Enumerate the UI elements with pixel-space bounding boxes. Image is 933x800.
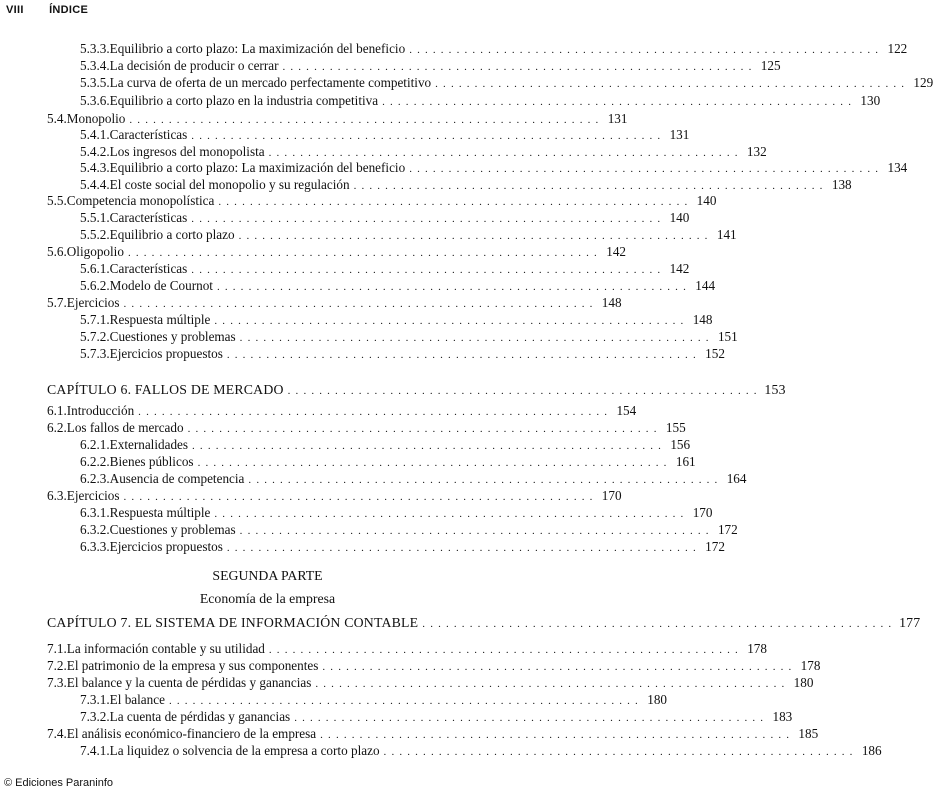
toc-entry-page: 144: [695, 278, 716, 293]
toc-entry-title: CAPÍTULO 6. FALLOS DE MERCADO: [47, 382, 284, 397]
copyright-footer: © Ediciones Paraninfo: [4, 777, 114, 789]
toc-entry: [80, 93, 881, 109]
toc-entry-title: Competencia monopolística: [66, 193, 215, 208]
toc-entry: [47, 641, 767, 657]
dot-leader: . . . . . . . . . . . . . . . . . . . . . . . . . . . . . . . . . . . . . . . . . . . . . . . . . . . . . . . . . . . .: [268, 147, 739, 159]
toc-entry: [47, 403, 637, 419]
toc-entry: [80, 227, 737, 243]
dot-leader: . . . . . . . . . . . . . . . . . . . . . . . . . . . . . . . . . . . . . . . . . . . . . . . . . . . . . . . . . . . .: [168, 695, 640, 707]
dot-leader: . . . . . . . . . . . . . . . . . . . . . . . . . . . . . . . . . . . . . . . . . . . . . . . . . . . . . . . . . . . .: [129, 114, 600, 126]
toc-entry-title: CAPÍTULO 7. EL SISTEMA DE INFORMACIÓN CONTABLE: [47, 615, 419, 630]
toc-entry-page: 177: [899, 615, 921, 630]
toc-entry-title: El coste social del monopolio y su regulación: [109, 177, 350, 192]
toc-entry-number: 6.2.: [47, 420, 67, 435]
toc-entry-title: La información contable y su utilidad: [66, 641, 265, 656]
toc-entry-title: Bienes públicos: [109, 454, 194, 469]
toc-entry-page: 185: [798, 726, 819, 741]
toc-entry: [80, 278, 716, 294]
toc-entry: [47, 193, 717, 209]
toc-entry-number: 5.7.: [47, 295, 67, 310]
dot-leader: . . . . . . . . . . . . . . . . . . . . . . . . . . . . . . . . . . . . . . . . . . . . . . . . . . . . . . . . . . . .: [238, 230, 709, 242]
dot-leader: . . . . . . . . . . . . . . . . . . . . . . . . . . . . . . . . . . . . . . . . . . . . . . . . . . . . . . . . . . . .: [320, 729, 791, 741]
toc-entry-page: 170: [601, 488, 622, 503]
toc-entry: [80, 210, 690, 226]
toc-entry-title: Respuesta múltiple: [109, 505, 211, 520]
toc-entry-page: 131: [669, 127, 690, 142]
toc-entry-number: 5.4.1.: [80, 127, 110, 142]
toc-entry-page: 156: [670, 437, 691, 452]
toc-entry-page: 125: [760, 58, 781, 73]
dot-leader: . . . . . . . . . . . . . . . . . . . . . . . . . . . . . . . . . . . . . . . . . . . . . . . . . . . . . . . . . . . .: [409, 44, 880, 56]
toc-entry: [80, 539, 725, 555]
toc-entry-title: Cuestiones y problemas: [109, 329, 236, 344]
toc-entry-title: Características: [109, 210, 188, 225]
dot-leader: . . . . . . . . . . . . . . . . . . . . . . . . . . . . . . . . . . . . . . . . . . . . . . . . . . . . . . . . . . . .: [216, 281, 688, 293]
dot-leader: . . . . . . . . . . . . . . . . . . . . . . . . . . . . . . . . . . . . . . . . . . . . . . . . . . . . . . . . . . . .: [192, 440, 663, 452]
toc-entry-number: 5.3.5.: [80, 75, 110, 90]
toc-entry-number: 7.4.: [47, 726, 67, 741]
toc-entry-page: 154: [616, 403, 637, 418]
toc-entry: [80, 58, 781, 74]
toc-chapter: [47, 382, 786, 398]
toc-entry-page: 148: [692, 312, 713, 327]
toc-entry-number: 5.3.4.: [80, 58, 110, 73]
toc-entry-page: 172: [717, 522, 738, 537]
toc-chapter: [47, 615, 921, 631]
header-title: ÍNDICE: [49, 4, 89, 16]
toc-entry: [80, 692, 668, 708]
toc-entry: [80, 522, 738, 538]
toc-entry-page: 130: [860, 93, 881, 108]
toc-entry-title: Ejercicios propuestos: [109, 539, 223, 554]
toc-entry-title: La decisión de producir o cerrar: [109, 58, 279, 73]
toc-entry-page: 161: [675, 454, 696, 469]
toc-entry-title: Ejercicios: [66, 488, 120, 503]
toc-entry: [80, 75, 933, 91]
toc-entry-title: Cuestiones y problemas: [109, 522, 236, 537]
dot-leader: . . . . . . . . . . . . . . . . . . . . . . . . . . . . . . . . . . . . . . . . . . . . . . . . . . . . . . . . . . . .: [191, 213, 662, 225]
toc-entry-number: 6.3.: [47, 488, 67, 503]
toc-entry-number: 7.2.: [47, 658, 67, 673]
toc-entry: [47, 726, 819, 742]
toc-entry-page: 180: [647, 692, 668, 707]
toc-entry-title: Equilibrio a corto plazo: La maximización del beneficio: [109, 41, 406, 56]
toc-entry-title: Ejercicios propuestos: [109, 346, 223, 361]
toc-entry: [80, 177, 852, 193]
dot-leader: . . . . . . . . . . . . . . . . . . . . . . . . . . . . . . . . . . . . . . . . . . . . . . . . . . . . . . . . . . . .: [123, 491, 594, 503]
toc-entry-number: 5.6.: [47, 244, 67, 259]
toc-entry-number: 7.3.2.: [80, 709, 110, 724]
toc-entry-title: Equilibrio a corto plazo en la industria competitiva: [109, 93, 379, 108]
toc-entry-number: 6.3.2.: [80, 522, 110, 537]
dot-leader: . . . . . . . . . . . . . . . . . . . . . . . . . . . . . . . . . . . . . . . . . . . . . . . . . . . . . . . . . . . .: [322, 661, 793, 673]
dot-leader: . . . . . . . . . . . . . . . . . . . . . . . . . . . . . . . . . . . . . . . . . . . . . . . . . . . . . . . . . . . .: [435, 78, 906, 90]
dot-leader: . . . . . . . . . . . . . . . . . . . . . . . . . . . . . . . . . . . . . . . . . . . . . . . . . . . . . . . . . . . .: [268, 644, 739, 656]
toc-entry: [47, 111, 628, 127]
dot-leader: . . . . . . . . . . . . . . . . . . . . . . . . . . . . . . . . . . . . . . . . . . . . . . . . . . . . . . . . . . . .: [214, 315, 685, 327]
toc-entry-number: 5.6.2.: [80, 278, 110, 293]
toc-entry-number: 5.7.1.: [80, 312, 110, 327]
toc-entry-number: 5.5.: [47, 193, 67, 208]
toc-entry: [80, 329, 738, 345]
dot-leader: . . . . . . . . . . . . . . . . . . . . . . . . . . . . . . . . . . . . . . . . . . . . . . . . . . . . . . . . . . . .: [294, 712, 765, 724]
toc-entry-title: Introducción: [66, 403, 135, 418]
toc-entry-page: 142: [669, 261, 690, 276]
toc-entry-number: 6.2.3.: [80, 471, 110, 486]
toc-entry-title: Características: [109, 261, 188, 276]
toc-entry-page: 164: [726, 471, 747, 486]
dot-leader: . . . . . . . . . . . . . . . . . . . . . . . . . . . . . . . . . . . . . . . . . . . . . . . . . . . . . . . . . . . .: [382, 96, 853, 108]
header-page-number: VIII: [6, 4, 24, 16]
toc-entry-number: 5.3.6.: [80, 93, 110, 108]
part-heading: SEGUNDA PARTE: [212, 568, 323, 583]
dot-leader: . . . . . . . . . . . . . . . . . . . . . . . . . . . . . . . . . . . . . . . . . . . . . . . . . . . . . . . . . . . .: [239, 332, 710, 344]
toc-entry: [80, 709, 793, 725]
toc-entry-page: 178: [747, 641, 767, 656]
dot-leader: . . . . . . . . . . . . . . . . . . . . . . . . . . . . . . . . . . . . . . . . . . . . . . . . . . . . . . . . . . . .: [214, 508, 685, 520]
toc-entry-number: 5.6.1.: [80, 261, 110, 276]
part-subheading: Economía de la empresa: [199, 591, 336, 606]
toc-entry-page: 134: [887, 160, 908, 175]
dot-leader: . . . . . . . . . . . . . . . . . . . . . . . . . . . . . . . . . . . . . . . . . . . . . . . . . . . . . . . . . . . .: [123, 298, 594, 310]
dot-leader: . . . . . . . . . . . . . . . . . . . . . . . . . . . . . . . . . . . . . . . . . . . . . . . . . . . . . . . . . . . .: [187, 423, 658, 435]
toc-entry-title: El balance: [109, 692, 165, 707]
toc-entry-title: Monopolio: [66, 111, 126, 126]
toc-entry-number: 6.3.3.: [80, 539, 110, 554]
toc-entry-page: 186: [861, 743, 882, 758]
toc-entry-page: 140: [669, 210, 690, 225]
toc-entry-number: 6.2.2.: [80, 454, 110, 469]
dot-leader: . . . . . . . . . . . . . . . . . . . . . . . . . . . . . . . . . . . . . . . . . . . . . . . . . . . . . . . . . . . .: [353, 180, 824, 192]
dot-leader: . . . . . . . . . . . . . . . . . . . . . . . . . . . . . . . . . . . . . . . . . . . . . . . . . . . . . . . . . . . .: [191, 130, 662, 142]
dot-leader: . . . . . . . . . . . . . . . . . . . . . . . . . . . . . . . . . . . . . . . . . . . . . . . . . . . . . . . . . . . .: [218, 196, 689, 208]
toc-entry-page: 132: [746, 144, 767, 159]
toc-entry: [80, 144, 767, 160]
toc-entry: [80, 312, 713, 328]
toc-entry-title: Los ingresos del monopolista: [109, 144, 265, 159]
toc-entry-page: 170: [692, 505, 713, 520]
toc-entry-number: 5.4.4.: [80, 177, 110, 192]
toc-entry-page: 142: [606, 244, 626, 259]
dot-leader: . . . . . . . . . . . . . . . . . . . . . . . . . . . . . . . . . . . . . . . . . . . . . . . . . . . . . . . . . . . .: [127, 247, 598, 259]
toc-entry-title: Características: [109, 127, 188, 142]
toc-entry-number: 5.7.2.: [80, 329, 110, 344]
toc-entry-title: El análisis económico-financiero de la empresa: [66, 726, 317, 741]
toc-entry-title: Equilibrio a corto plazo: La maximización del beneficio: [109, 160, 406, 175]
toc-entry: [80, 471, 747, 487]
toc-entry-number: 5.4.: [47, 111, 67, 126]
toc-entry: [80, 127, 690, 143]
toc-entry: [47, 675, 814, 691]
toc-entry-title: La liquidez o solvencia de la empresa a corto plazo: [109, 743, 380, 758]
toc-entry-page: 129: [913, 75, 933, 90]
toc-entry-title: Ausencia de competencia: [109, 471, 245, 486]
toc-entry-title: La curva de oferta de un mercado perfectamente competitivo: [109, 75, 432, 90]
page-header: [6, 4, 88, 16]
toc-entry-page: 141: [716, 227, 737, 242]
dot-leader: . . . . . . . . . . . . . . . . . . . . . . . . . . . . . . . . . . . . . . . . . . . . . . . . . . . . . . . . . . . .: [191, 264, 662, 276]
toc-entry-page: 138: [831, 177, 852, 192]
toc-entry-page: 180: [793, 675, 814, 690]
toc-entry-title: Ejercicios: [66, 295, 120, 310]
toc-entry-number: 5.3.3.: [80, 41, 110, 56]
toc-entry: [80, 743, 882, 759]
toc-entry-number: 6.3.1.: [80, 505, 110, 520]
toc-entry-title: Equilibrio a corto plazo: [109, 227, 235, 242]
toc-entry-number: 7.3.: [47, 675, 67, 690]
toc-entry-title: Oligopolio: [66, 244, 124, 259]
toc-entry: [80, 437, 691, 453]
toc-entry-page: 152: [705, 346, 725, 361]
toc-entry-number: 7.4.1.: [80, 743, 110, 758]
toc-entry-title: El patrimonio de la empresa y sus componentes: [66, 658, 319, 673]
dot-leader: . . . . . . . . . . . . . . . . . . . . . . . . . . . . . . . . . . . . . . . . . . . . . . . . . . . . . . . . . . . .: [409, 163, 880, 175]
toc-entry: [80, 505, 713, 521]
toc-entry-page: 155: [665, 420, 686, 435]
toc-entry: [80, 454, 696, 470]
toc-entry: [80, 261, 690, 277]
toc-entry: [47, 295, 622, 311]
toc-entry-page: 172: [705, 539, 725, 554]
toc-entry-title: Respuesta múltiple: [109, 312, 211, 327]
dot-leader: . . . . . . . . . . . . . . . . . . . . . . . . . . . . . . . . . . . . . . . . . . . . . . . . . . . . . . . . . . . .: [315, 678, 786, 690]
dot-leader: . . . . . . . . . . . . . . . . . . . . . . . . . . . . . . . . . . . . . . . . . . . . . . . . . . . . . . . . . . . .: [383, 746, 854, 758]
toc-entry-page: 178: [800, 658, 821, 673]
toc-entry-title: Los fallos de mercado: [66, 420, 184, 435]
toc-entry-page: 140: [696, 193, 717, 208]
toc-entry: [47, 488, 622, 504]
toc-entry-number: 5.7.3.: [80, 346, 110, 361]
toc-entry-title: Modelo de Cournot: [109, 278, 213, 293]
toc-entry-number: 5.5.1.: [80, 210, 110, 225]
toc-entry-number: 5.4.2.: [80, 144, 110, 159]
dot-leader: . . . . . . . . . . . . . . . . . . . . . . . . . . . . . . . . . . . . . . . . . . . . . . . . . . . . . . . . . . . .: [239, 525, 710, 537]
toc-entry: [47, 420, 686, 436]
toc-entry: [47, 658, 821, 674]
toc-entry-page: 151: [717, 329, 738, 344]
dot-leader: . . . . . . . . . . . . . . . . . . . . . . . . . . . . . . . . . . . . . . . . . . . . . . . . . . . . . . . . . . . .: [422, 618, 893, 630]
toc-entry: [80, 346, 725, 362]
toc-entry-title: La cuenta de pérdidas y ganancias: [109, 709, 291, 724]
dot-leader: . . . . . . . . . . . . . . . . . . . . . . . . . . . . . . . . . . . . . . . . . . . . . . . . . . . . . . . . . . . .: [197, 457, 668, 469]
toc-entry-number: 6.1.: [47, 403, 67, 418]
dot-leader: . . . . . . . . . . . . . . . . . . . . . . . . . . . . . . . . . . . . . . . . . . . . . . . . . . . . . . . . . . . .: [226, 542, 697, 554]
toc-entry-page: 122: [887, 41, 908, 56]
toc-entry: [47, 244, 626, 260]
toc-entry-page: 148: [601, 295, 622, 310]
toc-entry-page: 183: [772, 709, 793, 724]
dot-leader: . . . . . . . . . . . . . . . . . . . . . . . . . . . . . . . . . . . . . . . . . . . . . . . . . . . . . . . . . . . .: [287, 385, 758, 397]
toc-entry-page: 131: [607, 111, 628, 126]
toc-entry-number: 7.1.: [47, 641, 67, 656]
toc-entry-page: 153: [764, 382, 786, 397]
dot-leader: . . . . . . . . . . . . . . . . . . . . . . . . . . . . . . . . . . . . . . . . . . . . . . . . . . . . . . . . . . . .: [138, 406, 609, 418]
toc-entry-number: 6.2.1.: [80, 437, 110, 452]
toc-entry-number: 5.4.3.: [80, 160, 110, 175]
toc-entry-number: 5.5.2.: [80, 227, 110, 242]
toc-entry-title: Externalidades: [109, 437, 189, 452]
dot-leader: . . . . . . . . . . . . . . . . . . . . . . . . . . . . . . . . . . . . . . . . . . . . . . . . . . . . . . . . . . . .: [248, 474, 719, 486]
toc-entry-title: El balance y la cuenta de pérdidas y ganancias: [66, 675, 312, 690]
toc-entry: [80, 160, 908, 176]
dot-leader: . . . . . . . . . . . . . . . . . . . . . . . . . . . . . . . . . . . . . . . . . . . . . . . . . . . . . . . . . . . .: [226, 349, 697, 361]
toc-entry-number: 7.3.1.: [80, 692, 110, 707]
toc-entry: [80, 41, 908, 57]
dot-leader: . . . . . . . . . . . . . . . . . . . . . . . . . . . . . . . . . . . . . . . . . . . . . . . . . . . . . . . . . . . .: [282, 61, 753, 73]
